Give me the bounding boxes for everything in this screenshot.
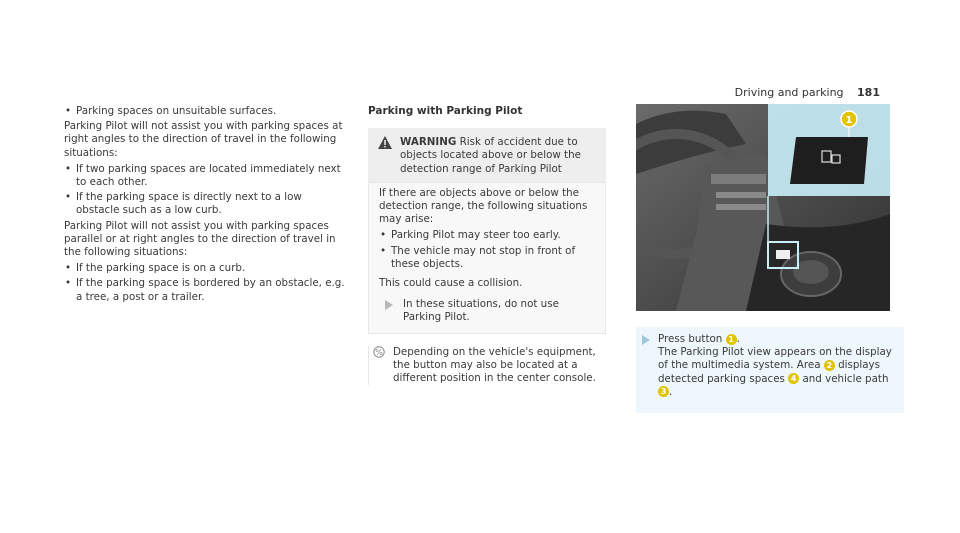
badge-2: 2 — [824, 360, 835, 371]
instruction-detail-b: displays detected parking spaces — [658, 359, 880, 385]
warning-action — [379, 298, 595, 324]
paragraph: Parking Pilot will not assist you with parking spaces at right angles to the direction of travel in the following situations: — [64, 120, 343, 159]
section-title: Driving and parking — [734, 86, 844, 99]
center-console-photo — [636, 104, 890, 311]
action-arrow-icon — [385, 300, 393, 310]
warning-label: WARNING — [400, 136, 457, 149]
note — [368, 346, 608, 386]
instruction-step: Press button — [658, 333, 723, 345]
punct: . — [736, 333, 740, 345]
page-number: 181 — [857, 86, 880, 99]
list-item: • Parking Pilot may steer too early. — [379, 229, 595, 242]
badge-3: 3 — [658, 386, 669, 397]
warning-header — [368, 128, 606, 182]
instruction-arrow-icon — [642, 335, 650, 345]
instruction-box — [636, 327, 904, 413]
badge-4: 4 — [788, 373, 799, 384]
info-icon — [373, 346, 385, 362]
column-right — [636, 104, 890, 413]
section-heading: Parking with Parking Pilot — [368, 105, 523, 117]
badge-1: 1 — [726, 334, 737, 345]
action-text: In these situations, do not use Parking Pilot. — [403, 298, 559, 324]
warning-title-text: Risk of accident due to objects located above or below the detection range of Parking Pilot — [400, 136, 581, 175]
warning-icon — [378, 136, 400, 176]
list-item: • If two parking spaces are located immediately next to each other. — [64, 163, 348, 189]
list-item: • The vehicle may not stop in front of these objects. — [379, 245, 595, 271]
list-item: • If the parking space is bordered by an obstacle, e.g. a tree, a post or a trailer. — [64, 277, 348, 303]
callout-1: 1 — [845, 115, 853, 126]
instruction-detail: The Parking Pilot view appears on the display of the multimedia system. Area — [658, 346, 892, 372]
paragraph: Parking Pilot will not assist you with parking spaces parallel or at right angles to the direction of travel in the following situations: — [64, 219, 336, 259]
warning-title — [400, 136, 598, 176]
list-item: • Parking spaces on unsuitable surfaces. — [64, 105, 348, 118]
warning-body — [368, 182, 606, 334]
instruction-detail-c: and vehicle path — [802, 372, 889, 385]
svg-text:%: % — [375, 347, 383, 357]
list-item: • If the parking space is directly next to a low obstacle such as a low curb. — [64, 191, 348, 217]
column-middle — [368, 105, 608, 385]
note-text: Depending on the vehicle's equipment, the button may also be located at a different position in the center console. — [393, 345, 596, 385]
warning-box — [368, 128, 606, 333]
punct-end: . — [669, 385, 673, 398]
column-left — [64, 105, 348, 306]
warning-text: If there are objects above or below the detection range, the following situations may arise: — [379, 186, 588, 226]
list-item: • If the parking space is on a curb. — [64, 262, 348, 275]
running-header — [735, 86, 880, 99]
instruction-text — [658, 333, 904, 399]
warning-result: This could cause a collision. — [379, 277, 523, 290]
